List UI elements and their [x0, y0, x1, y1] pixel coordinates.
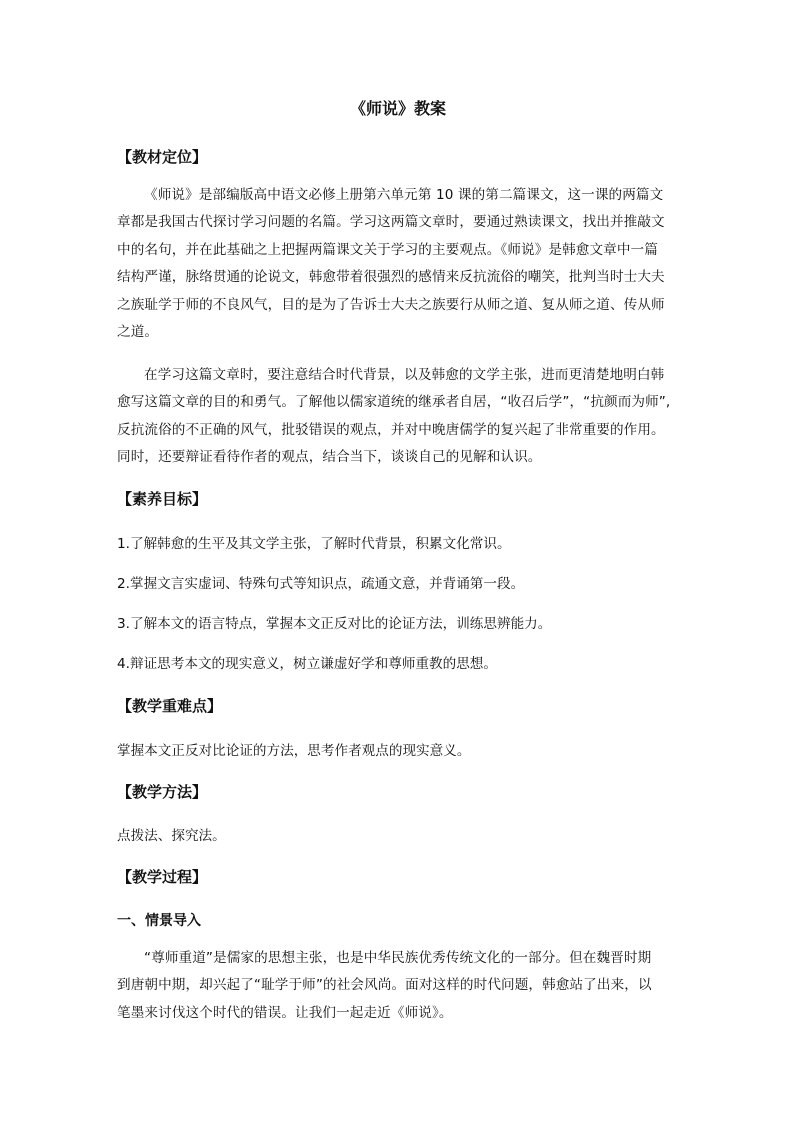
paragraph-line: 之道。 [117, 324, 159, 341]
positioning-paragraph-2 [117, 362, 679, 472]
section-heading-goals: 【素养目标】 [117, 490, 208, 508]
key-points-text: 掌握本文正反对比论证的方法，思考作者观点的现实意义。 [117, 743, 471, 759]
section-heading-key-points: 【教学重难点】 [117, 697, 223, 715]
process-step-1-paragraph [117, 945, 679, 1027]
paragraph-line: 章都是我国古代探讨学习问题的名篇。学习这两篇文章时，要通过熟读课文，找出并推敲文 [117, 214, 665, 231]
paragraph-line: 中的名句，并在此基础之上把握两篇课文关于学习的主要观点。《师说》是韩愈文章中一篇 [117, 241, 658, 258]
paragraph-line: “尊师重道”是儒家的思想主张，也是中华民族优秀传统文化的一部分。但在魏晋时期 [144, 950, 652, 966]
goal-item-3: 3.了解本文的语言特点，掌握本文正反对比的论证方法，训练思辨能力。 [117, 616, 552, 632]
paragraph-line: 之族耻学于师的不良风气，目的是为了告诉士大夫之族要行从师之道、复从师之道、传从师 [117, 296, 665, 313]
section-heading-process: 【教学过程】 [117, 868, 208, 886]
document-title: 《师说》教案 [349, 99, 446, 118]
process-step-1-heading: 一、情景导入 [117, 913, 201, 929]
section-heading-methods: 【教学方法】 [117, 783, 208, 801]
paragraph-line: 到唐朝中期，却兴起了“耻学于师”的社会风尚。面对这样的时代问题，韩愈站了出来，以 [117, 977, 652, 994]
goal-item-4: 4.辩证思考本文的现实意义，树立谦虚好学和尊师重教的思想。 [117, 656, 497, 672]
section-heading-positioning: 【教材定位】 [117, 148, 208, 166]
positioning-paragraph-1 [117, 182, 679, 346]
paragraph-line: 《师说》是部编版高中语文必修上册第六单元第 10 课的第二篇课文，这一课的两篇文 [144, 187, 664, 203]
paragraph-line: 结构严谨，脉络贯通的论说文，韩愈带着很强烈的感情来反抗流俗的嘲笑，批判当时士大夫 [117, 269, 665, 286]
paragraph-line: 同时，还要辩证看待作者的观点，结合当下，谈谈自己的见解和认识。 [117, 449, 542, 466]
paragraph-line: 反抗流俗的不正确的风气，批驳错误的观点，并对中晚唐儒学的复兴起了非常重要的作用。 [117, 421, 665, 438]
paragraph-line: 在学习这篇文章时，要注意结合时代背景，以及韩愈的文学主张，进而更清楚地明白韩 [144, 367, 665, 383]
paragraph-line: 笔墨来讨伐这个时代的错误。让我们一起走近《师说》。 [117, 1004, 453, 1021]
methods-text: 点拨法、探究法。 [117, 828, 226, 844]
goal-item-2: 2.掌握文言实虚词、特殊句式等知识点，疏通文意，并背诵第一段。 [117, 576, 525, 592]
paragraph-line: 愈写这篇文章的目的和勇气。了解他以儒家道统的继承者自居，“收召后学”，“抗颜而为师”, [117, 394, 671, 411]
goal-item-1: 1.了解韩愈的生平及其文学主张，了解时代背景，积累文化常识。 [117, 536, 511, 552]
